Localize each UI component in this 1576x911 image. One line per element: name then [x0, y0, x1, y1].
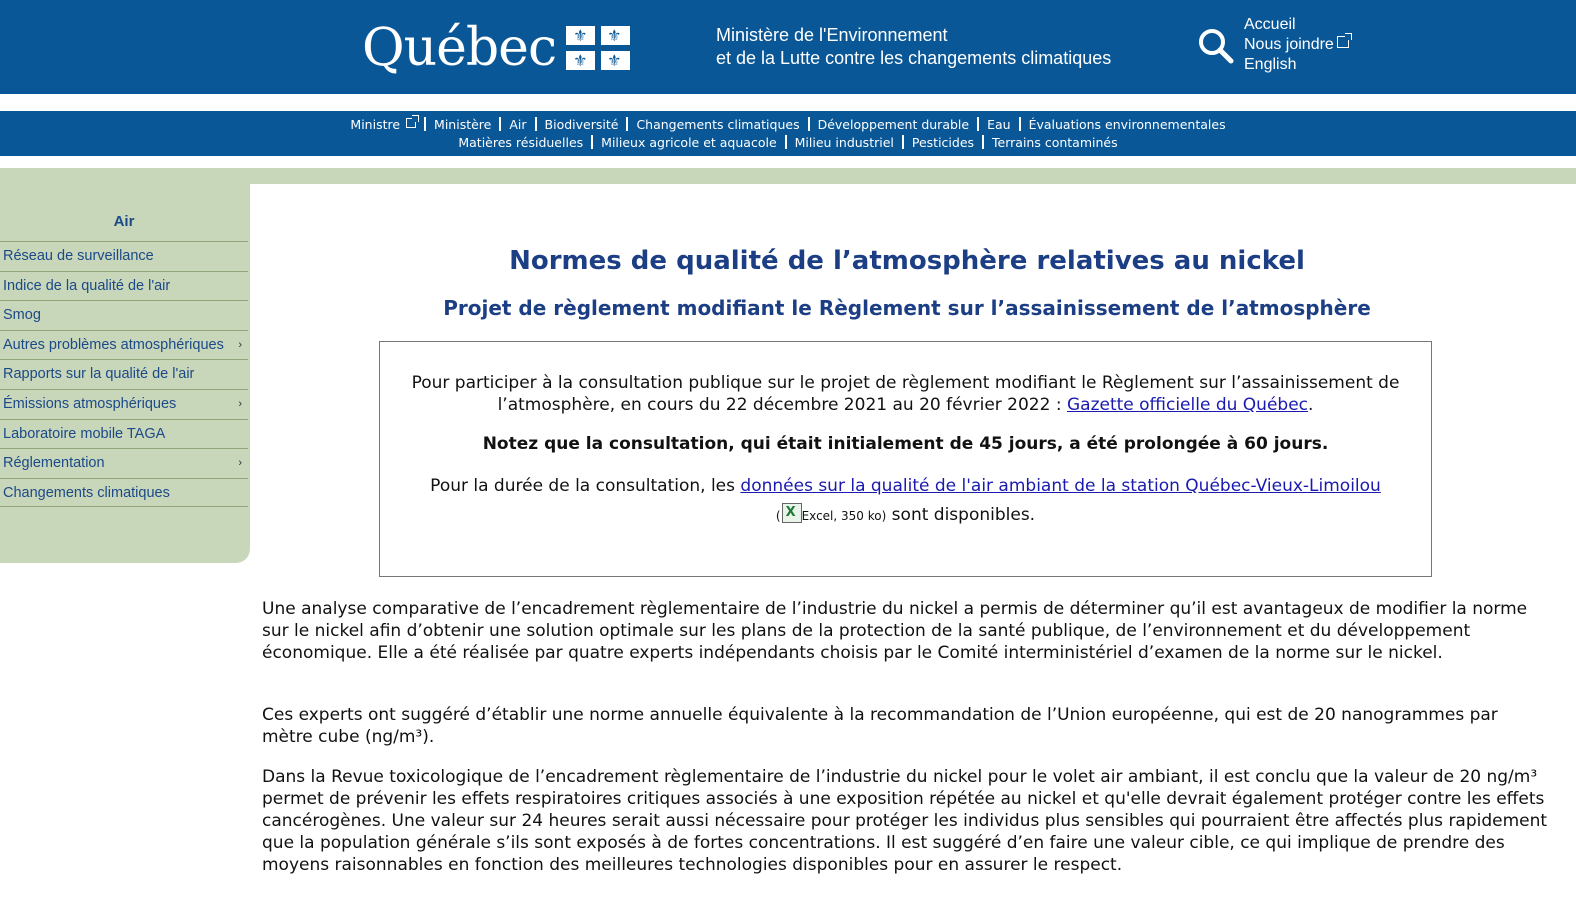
main-navigation — [0, 111, 1576, 156]
ministry-name-line1: Ministère de l'Environnement — [716, 25, 948, 45]
page-title: Normes de qualité de l’atmosphère relatives au nickel — [509, 246, 1305, 276]
notice-text: sont disponibles. — [886, 505, 1036, 525]
sidebar-item-label: Rapports sur la qualité de l'air — [3, 366, 195, 383]
link-english[interactable]: English — [1244, 56, 1297, 73]
nav-developpement-durable[interactable]: Développement durable — [817, 117, 970, 132]
consultation-notice — [379, 341, 1432, 577]
sidebar-item-indice-qualite-air[interactable] — [0, 271, 248, 301]
nav-milieux-agricole[interactable]: Milieux agricole et aquacole — [601, 135, 777, 150]
sidebar-item-reseau-de-surveillance[interactable] — [0, 241, 248, 271]
sidebar-title: Air — [113, 213, 135, 230]
nav-row-1 — [0, 116, 1576, 134]
header-links — [1244, 15, 1349, 75]
notice-text: Pour participer à la consultation publique sur le projet de règlement modifiant le Règlement sur l’assainissement de l’atmosphère, en cours du 22 décembre 2021 au 20 février 2022 : — [411, 373, 1400, 415]
notice-punctuation: . — [1308, 395, 1314, 415]
sidebar-item-label: Laboratoire mobile TAGA — [3, 425, 166, 442]
external-link-icon — [1337, 36, 1349, 48]
notice-paragraph-1 — [398, 372, 1413, 416]
sidebar-item-label: Réglementation — [3, 455, 105, 472]
ministry-name-line2: et de la Lutte contre les changements climatiques — [716, 48, 1112, 68]
quebec-logo[interactable] — [362, 16, 630, 80]
sidebar-item-label: Réseau de surveillance — [3, 248, 154, 264]
sidebar-item-taga[interactable] — [0, 419, 248, 449]
sidebar-item-label: Indice de la qualité de l'air — [3, 277, 171, 294]
notice-text: Pour la durée de la consultation, les — [430, 476, 741, 496]
chevron-right-icon: › — [238, 457, 242, 470]
air-quality-data-link[interactable]: données sur la qualité de l'air ambiant de la station Québec-Vieux-Limoilou — [740, 476, 1381, 496]
body-paragraph-1: Une analyse comparative de l’encadrement règlementaire de l’industrie du nickel a permis de déterminer qu’il est avantageux de modifier la norme sur le nickel afin d’obtenir une solution optimale sur les plans de la protection de la santé publique, de l’environnement et du développement économique. Elle a été réalisée par quatre experts indépendants choisis par le Comité interministériel d’examen de la norme sur le nickel. — [262, 599, 1528, 663]
notice-extension-note: Notez que la consultation, qui était initialement de 45 jours, a été prolongée à 60 jours. — [482, 434, 1329, 454]
sidebar-item-label: Changements climatiques — [3, 484, 170, 501]
nav-matieres-residuelles[interactable]: Matières résiduelles — [458, 135, 584, 150]
nav-pesticides[interactable]: Pesticides — [911, 135, 975, 150]
nav-evaluations-environnementales[interactable]: Évaluations environnementales — [1028, 117, 1226, 132]
notice-paragraph-3 — [398, 472, 1413, 531]
sidebar-item-changements-climatiques[interactable] — [0, 478, 248, 508]
nav-ministere[interactable]: Ministère — [434, 117, 492, 132]
chevron-right-icon: › — [238, 397, 242, 410]
nav-biodiversite[interactable]: Biodiversité — [544, 117, 619, 132]
nav-eau[interactable]: Eau — [987, 117, 1011, 132]
sidebar-item-label: Autres problèmes atmosphériques — [3, 336, 224, 353]
sidebar-menu — [0, 241, 248, 507]
ministry-name[interactable] — [716, 24, 1111, 70]
nav-ministre-label: Ministre — [350, 117, 401, 132]
chevron-right-icon: › — [238, 338, 242, 351]
logo-wordmark: Québec — [362, 18, 557, 78]
nav-air[interactable]: Air — [509, 117, 527, 132]
nav-ministre[interactable] — [350, 117, 416, 132]
nav-terrains-contamines[interactable]: Terrains contaminés — [992, 135, 1118, 150]
sidebar-item-reglementation[interactable] — [0, 448, 248, 478]
sidebar-item-emissions[interactable] — [0, 389, 248, 419]
sidebar-item-smog[interactable] — [0, 300, 248, 330]
site-header — [0, 0, 1576, 94]
search-icon[interactable] — [1198, 28, 1234, 64]
body-paragraph-2: Ces experts ont suggéré d’établir une norme annuelle équivalente à la recommandation de l’Union européenne, qui est de 20 nanogrammes par mètre cube (ng/m³). — [262, 705, 1498, 747]
sidebar-item-rapports[interactable] — [0, 359, 248, 389]
file-paren: ( — [775, 509, 781, 523]
content-corner — [250, 184, 310, 244]
nav-row-2 — [0, 134, 1576, 152]
link-nous-joindre[interactable] — [1244, 35, 1349, 55]
sidebar-item-label: Émissions atmosphériques — [3, 395, 177, 412]
link-accueil[interactable]: Accueil — [1244, 16, 1296, 33]
page-subtitle: Projet de règlement modifiant le Règlement sur l’assainissement de l’atmosphère — [443, 296, 1371, 320]
excel-file-icon — [782, 503, 802, 523]
sidebar-item-autres-problemes[interactable] — [0, 330, 248, 360]
sidebar-item-label: Smog — [3, 307, 41, 324]
body-paragraph-3: Dans la Revue toxicologique de l’encadrement règlementaire de l’industrie du nickel pour le volet air ambiant, il est conclu que la valeur de 20 ng/m³ permet de prévenir les effets respiratoires critiques associés à une exposition répétée au nickel et qu'elle devrait également protéger contre les effets cancérogènes. Une valeur sur 24 heures serait aussi nécessaire pour protéger les individus plus sensibles qui pourraient être affectés plus rapidement que la population générale s’ils sont exposés à de fortes concentrations. Il est suggéré d’en faire une valeur cible, ce qui implique de prendre des moyens raisonnables en fonction des meilleures technologies disponibles pour en assurer le respect. — [262, 767, 1548, 875]
gazette-officielle-link[interactable]: Gazette officielle du Québec — [1066, 395, 1309, 415]
fleurdelise-flag-icon: ⚜ ⚜ ⚜ ⚜ — [566, 26, 630, 70]
file-info: Excel, 350 ko) — [801, 509, 887, 523]
external-link-icon — [406, 118, 416, 128]
nav-changements-climatiques[interactable]: Changements climatiques — [636, 117, 800, 132]
nav-milieu-industriel[interactable]: Milieu industriel — [794, 135, 894, 150]
link-nous-joindre-label: Nous joindre — [1244, 36, 1334, 53]
